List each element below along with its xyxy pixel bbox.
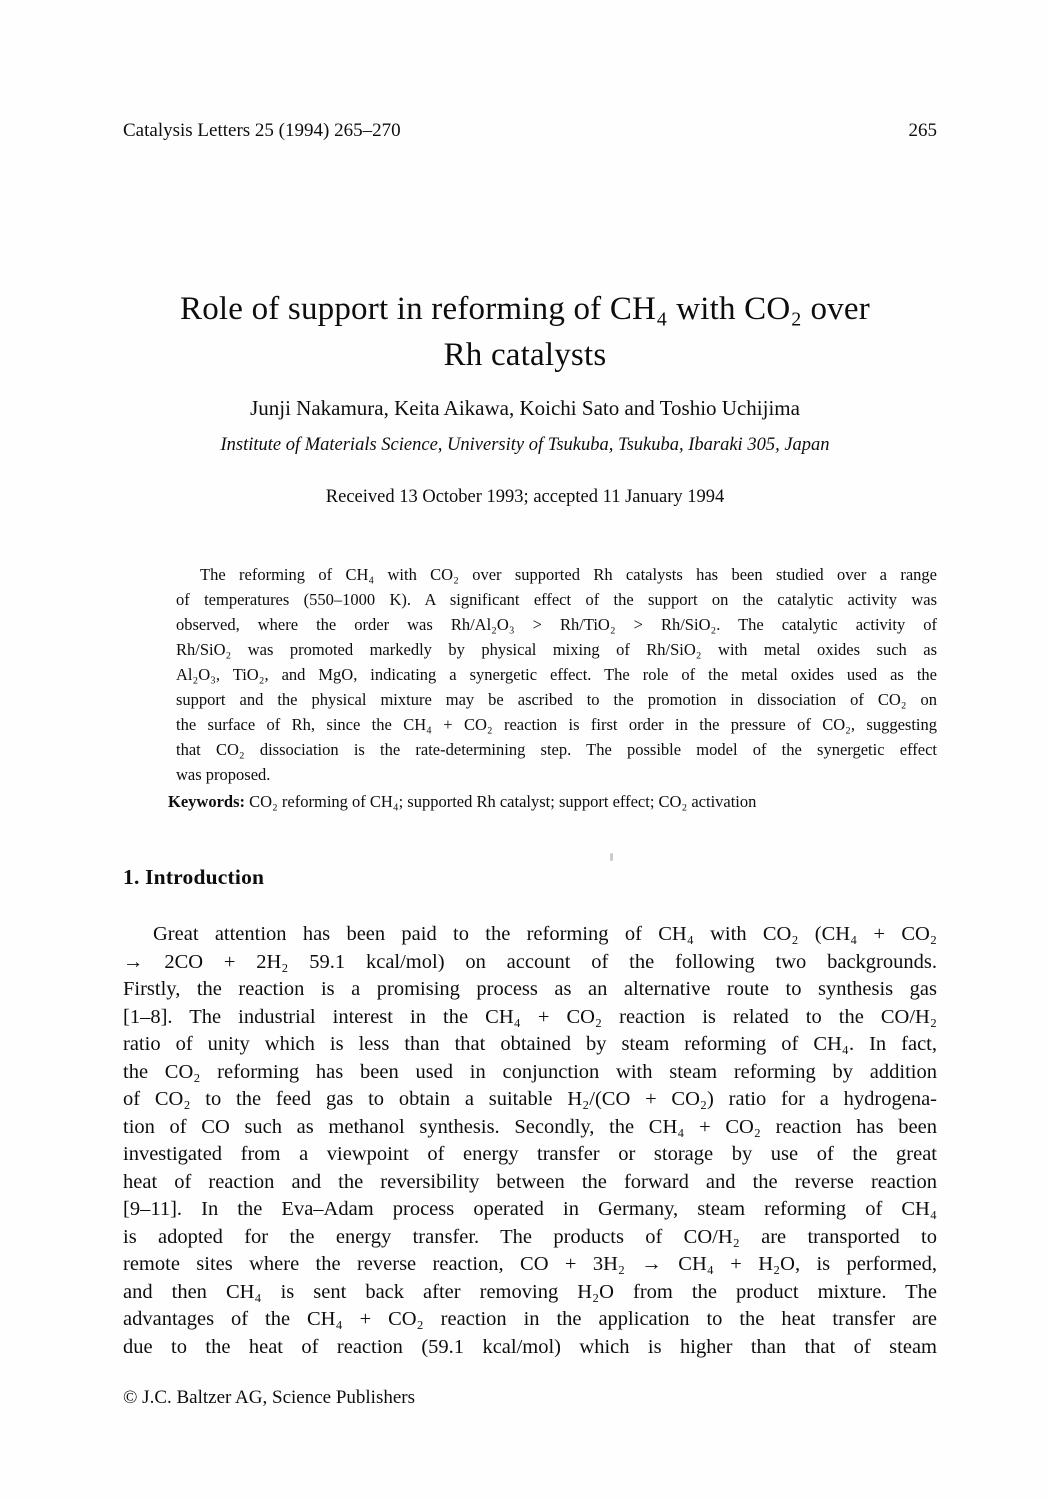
introduction-paragraph: Great attention has been paid to the reforming of CH₄ with CO₂ (CH₄ + CO₂ → 2CO + 2H₂ 59.1 kcal/mol) on account of the following two backgrounds. Firstly, the reaction is a promising process as an alternative route to synthesis gas [1–8]. The industrial interest in the CH₄ + CO₂ reaction is related to the CO/H₂ ratio of unity which is less than that obtained by steam reforming of CH₄. In fact, the CO₂ reforming has been used in conjunction with steam reforming by addition of CO₂ to the feed gas to obtain a suitable H₂/(CO + CO₂) ratio for a hydrogena- tion of CO such as methanol synthesis. Secondly, the CH₄ + CO₂ reaction has been investigated from a viewpoint of energy transfer or storage by use of the great heat of reaction and the reversibility between the forward and the reverse reaction [9–11]. In the Eva–Adam process operated in Germany, steam reforming of CH₄ is adopted for the energy transfer. The products of CO/H₂ are transported to remote sites where the reverse reaction, CO + 3H₂ → CH₄ + H₂O, is performed, and then CH₄ is sent back after removing H₂O from the product mixture. The advantages of the CH₄ + CO₂ reaction in the application to the heat transfer are due to the heat of reaction (59.1 kcal/mol) which is higher than that of steam [123, 923, 937, 1358]
section-heading-introduction: 1. Introduction [123, 865, 265, 889]
running-head [123, 120, 937, 142]
keywords-label: Keywords: [168, 792, 245, 811]
journal-citation: Catalysis Letters 25 (1994) 265–270 [123, 120, 401, 141]
affiliation: Institute of Materials Science, University of Tsukuba, Tsukuba, Ibaraki 305, Japan [220, 435, 830, 455]
received-accepted-dates: Received 13 October 1993; accepted 11 January 1994 [325, 487, 725, 507]
keywords-text: CO₂ reforming of CH₄; supported Rh catalyst; support effect; CO₂ activation [245, 792, 757, 811]
page-number: 265 [908, 120, 937, 141]
scan-speck [610, 853, 613, 861]
abstract-paragraph: The reforming of CH₄ with CO₂ over supported Rh catalysts has been studied over a range of temperatures (550–1000 K). A significant effect of the support on the catalytic activity was observed, where the order was Rh/Al₂O₃ > Rh/TiO₂ > Rh/SiO₂. The catalytic activity of Rh/SiO₂ was promoted markedly by physical mixing of Rh/SiO₂ with metal oxides such as Al₂O₃, TiO₂, and MgO, indicating a synergetic effect. The role of the metal oxides used as the support and the physical mixture may be ascribed to the promotion in dissociation of CO₂ on the surface of Rh, since the CH₄ + CO₂ reaction is first order in the pressure of CO₂, suggesting that CO₂ dissociation is the rate-determining step. The possible model of the synergetic effect was proposed. [176, 565, 937, 784]
article-title: Role of support in reforming of CH₄ with CO₂ over Rh catalysts [180, 291, 870, 373]
copyright-footer: © J.C. Baltzer AG, Science Publishers [123, 1387, 416, 1408]
author-list: Junji Nakamura, Keita Aikawa, Koichi Sato and Toshio Uchijima [250, 396, 800, 420]
keywords-line [168, 789, 937, 814]
